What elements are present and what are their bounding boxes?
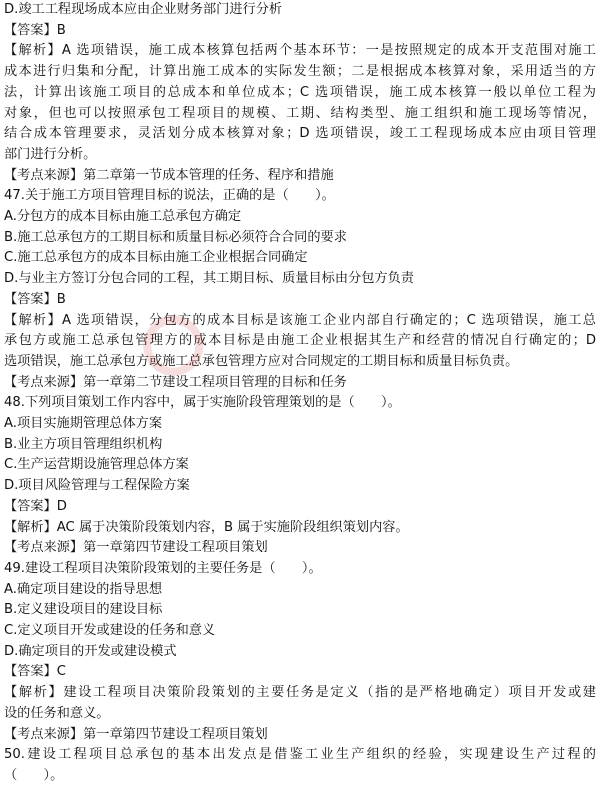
text-line: C.施工总承包方的成本目标由施工企业根据合同确定: [4, 250, 308, 266]
text-line: C.定义项目开发或建设的任务和意义: [4, 623, 216, 638]
text-line: D.项目风险管理与工程保险方案: [4, 478, 190, 494]
text-line: 【答案】B: [4, 22, 66, 38]
text-line: 成本进行归集和分配，计算出施工成本的实际发生额；二是根据成本核算对象，采用适当的方: [4, 64, 596, 80]
text-line: 【答案】D: [4, 498, 67, 514]
text-line: B.施工总承包方的工期目标和质量目标必须符合合同的要求: [4, 229, 347, 245]
text-line: 49.建设工程项目决策阶段策划的主要任务是（ ）。: [4, 560, 322, 576]
text-line: 部门进行分析。: [4, 146, 97, 162]
text-line: 【考点来源】第二章第一节成本管理的任务、程序和措施: [4, 167, 334, 183]
text-line: 【答案】C: [4, 664, 66, 680]
text-line: B.业主方项目管理组织机构: [4, 436, 163, 452]
text-line: （ ）。: [4, 767, 64, 783]
text-line: D.与业主方签订分包合同的工程，其工期目标、质量目标由分包方负责: [4, 271, 414, 287]
text-line: 【解析】A 选项错误，分包方的成本目标是该施工企业内部自行确定的；C 选项错误，施工总: [4, 312, 596, 328]
text-line: 选项错误，施工总承包方或施工总承包管理方应对合同规定的工期目标和质量目标负责。: [4, 353, 519, 369]
text-line: 47.关于施工方项目管理目标的说法，正确的是（ ）。: [4, 188, 335, 204]
text-line: 结合成本管理要求，灵活划分成本核算对象；D 选项错误，竣工工程现场成本应由项目管理: [4, 126, 596, 142]
text-line: 【解析】AC 属于决策阶段策划内容，B 属于实施阶段组织策划内容。: [4, 519, 409, 535]
text-line: 设的任务和意义。: [4, 705, 110, 721]
text-line: 对象，但也可以按照承包工程项目的规模、工期、结构类型、施工组织和施工现场等情况，: [4, 105, 596, 121]
text-line: 48.下列项目策划工作内容中，属于实施阶段管理策划的是（ ）。: [4, 395, 401, 411]
text-line: B.定义建设项目的建设目标: [4, 602, 163, 618]
text-line: 【解析】建设工程项目决策阶段策划的主要任务是定义（指的是严格地确定）项目开发或建: [4, 685, 596, 701]
text-line: 法，计算出该施工项目的总成本和单位成本；C 选项错误，施工成本核算一般以单位工程为: [4, 84, 596, 100]
text-line: 【考点来源】第一章第四节建设工程项目策划: [4, 540, 268, 556]
text-line: 【答案】B: [4, 291, 66, 307]
text-line: 【考点来源】第一章第二节建设工程项目管理的目标和任务: [4, 374, 347, 390]
text-line: A.分包方的成本目标由施工总承包方确定: [4, 209, 242, 224]
text-line: D.竣工工程现场成本应由企业财务部门进行分析: [4, 2, 283, 17]
text-line: C.生产运营期设施管理总体方案: [4, 457, 189, 473]
text-line: 【解析】A 选项错误，施工成本核算包括两个基本环节：一是按照规定的成本开支范围对施工: [4, 43, 596, 59]
text-line: 50.建设工程项目总承包的基本出发点是借鉴工业生产组织的经验，实现建设生产过程的: [4, 747, 596, 763]
text-line: A.确定项目建设的指导思想: [4, 581, 163, 597]
text-line: 承包方或施工总承包管理方的成本目标是由施工企业根据其生产和经营的情况自行确定的；D: [4, 333, 596, 349]
text-line: 【考点来源】第一章第四节建设工程项目策划: [4, 726, 268, 742]
text-line: D.确定项目的开发或建设模式: [4, 643, 177, 659]
text-line: A.项目实施期管理总体方案: [4, 416, 163, 431]
